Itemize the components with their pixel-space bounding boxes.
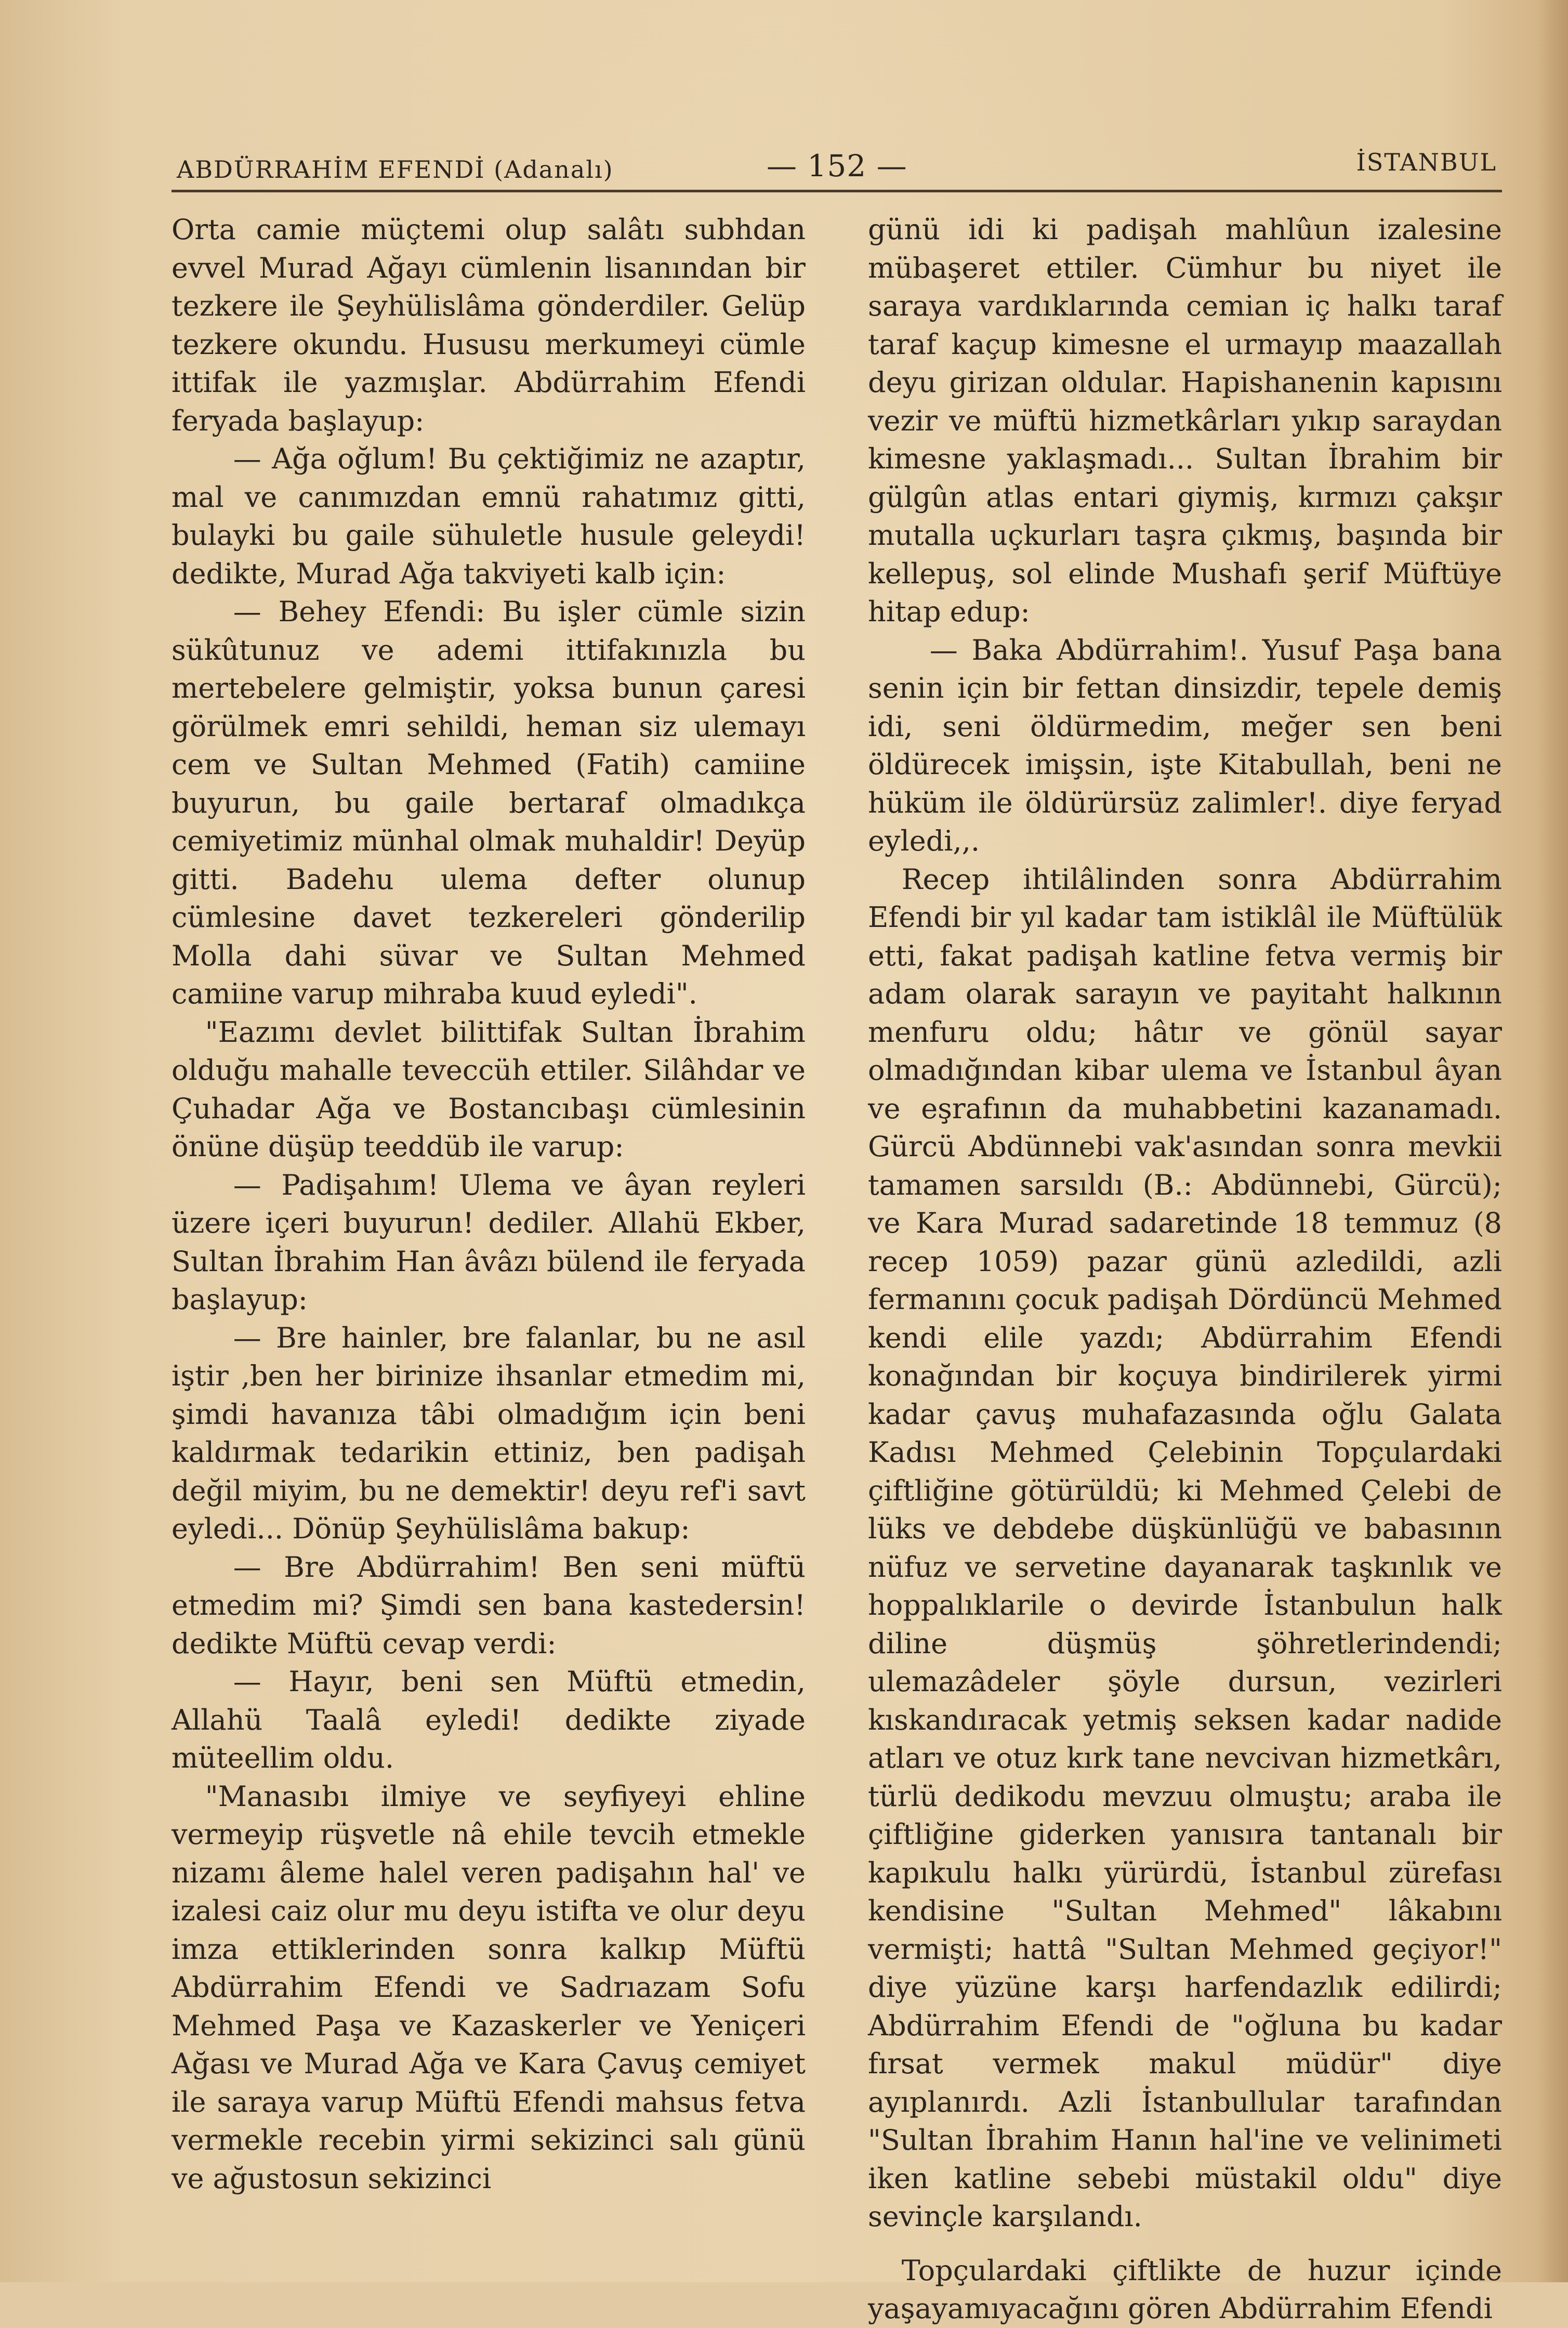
paragraph: — Padişahım! Ulema ve âyan reyleri üzere içeri buyurun! dediler. Allahü Ekber, Sultan İbrahim Han âvâzı bülend ile feryada başlayup: xyxy=(172,1168,806,1316)
paragraph: — Ağa oğlum! Bu çektiğimiz ne azaptır, mal ve canımızdan emnü rahatımız gitti, bulayki bu gaile sühuletle husule geleydi! dedikte, Murad Ağa takviyeti kalb için: xyxy=(172,442,806,590)
paragraph: günü idi ki padişah mahlûun izalesine mübaşeret ettiler. Cümhur bu niyet ile saraya vardıklarında cemian iç halkı taraf taraf kaçup kimesne el urmayıp maazallah deyu girizan oldular. Hapishanenin kapısını vezir ve müftü hizmetkârları yıkıp saraydan kimesne yaklaşmadı... Sultan İbrahim bir gülgûn atlas entari giymiş, kırmızı çakşır mutalla uçkurları taşra çıkmış, başında bir kellepuş, sol elinde Mushafı şerif Müftüye hitap edup: xyxy=(868,213,1502,628)
paragraph: "Manasıbı ilmiye ve seyfiyeyi ehline vermeyip rüşvetle nâ ehile tevcih etmekle nizamı âleme halel veren padişahın hal' ve izalesi caiz olur mu deyu istifta ve olur deyu imza ettiklerinden sonra kalkıp Müftü Abdürrahim Efendi ve Sadrıazam Sofu Mehmed Paşa ve Kazaskerler ve Yeniçeri Ağası ve Murad Ağa ve Kara Çavuş cemiyet ile saraya varup Müftü Efendi mahsus fetva vermekle recebin yirmi sekizinci salı günü ve ağustosun sekizinci xyxy=(172,1780,806,2195)
paragraph: — Behey Efendi: Bu işler cümle sizin sükûtunuz ve ademi ittifakınızla bu mertebelere gelmiştir, yoksa bunun çaresi görülmek emri sehildi, heman siz ulemayı cem ve Sultan Mehmed (Fatih) camiine buyurun, bu gaile bertaraf olmadıkça cemiyetimiz münhal olmak muhaldir! Deyüp gitti. Badehu ulema defter olunup cümlesine davet tezkereleri gönderilip Molla dahi süvar ve Sultan Mehmed camiine varup mihraba kuud eyledi". xyxy=(172,595,806,1010)
paragraph: — Bre Abdürrahim! Ben seni müftü etmedim mi? Şimdi sen bana kastedersin! dedikte Müftü cevap verdi: xyxy=(172,1550,806,1660)
header-author: ABDÜRRAHİM EFENDİ (Adanalı) xyxy=(177,155,614,184)
left-column xyxy=(172,211,806,2198)
right-column xyxy=(868,211,1502,2328)
running-header xyxy=(177,148,1497,190)
paragraph: Recep ihtilâlinden sonra Abdürrahim Efendi bir yıl kadar tam istiklâl ile Müftülük etti, fakat padişah katline fetva vermiş bir adam olarak sarayın ve payitaht halkının menfuru oldu; hâtır ve gönül sayar olmadığından kibar ulema ve İstanbul âyan ve eşrafının da muhabbetini kazanamadı. Gürcü Abdünnebi vak'asından sonra mevkii tamamen sarsıldı (B.: Abdünnebi, Gürcü); ve Kara Murad sadaretinde 18 temmuz (8 recep 1059) pazar günü azledildi, azli fermanını çocuk padişah Dördüncü Mehmed kendi elile yazdı; Abdürrahim Efendi konağından bir koçuya bindirilerek yirmi kadar çavuş muhafazasında oğlu Galata Kadısı Mehmed Çelebinin Topçulardaki çiftliğine götürüldü; ki Mehmed Çelebi de lüks ve debdebe düşkünlüğü ve babasının nüfuz ve servetine dayanarak taşkınlık ve hoppalıklarile o devirde İstanbulun halk diline düşmüş şöhretlerindendi; ulemazâdeler şöyle dursun, vezirleri kıskandıracak yetmiş seksen kadar nadide atları ve otuz kırk tane nevcivan hizmetkârı, türlü dedikodu mevzuu olmuştu; araba ile çiftliğine giderken yanısıra tantanalı bir kapıkulu halkı yürürdü, İstanbul zürefası kendisine "Sultan Mehmed" lâkabını vermişti; hattâ "Sultan Mehmed geçiyor!" diye yüzüne karşı harfendazlık edilirdi; Abdürrahim Efendi de "oğluna bu kadar fırsat vermek makul müdür" diye ayıplanırdı. Azli İstanbullular tarafından "Sultan İbrahim Hanın hal'ine ve velinimeti iken katline sebebi müstakil oldu" diye sevinçle karşılandı. xyxy=(868,862,1502,2233)
paragraph: Topçulardaki çiftlikte de huzur içinde yaşayamıyacağını gören Abdürrahim Efendi xyxy=(868,2254,1502,2325)
paragraph: "Eazımı devlet bilittifak Sultan İbrahim olduğu mahalle teveccüh ettiler. Silâhdar ve Çuhadar Ağa ve Bostancıbaşı cümlesinin önüne düşüp teeddüb ile varup: xyxy=(172,1015,806,1163)
paragraph: Orta camie müçtemi olup salâtı subhdan evvel Murad Ağayı cümlenin lisanından bir tezkere ile Şeyhülislâma gönderdiler. Gelüp tezkere okundu. Hususu merkumeyi cümle ittifak ile yazmışlar. Abdürrahim Efendi feryada başlayup: xyxy=(172,213,806,437)
header-section: İSTANBUL xyxy=(1356,148,1497,176)
paragraph: — Baka Abdürrahim!. Yusuf Paşa bana senin için bir fettan dinsizdir, tepele demiş idi, seni öldürmedim, meğer sen beni öldürecek imişsin, işte Kitabullah, beni ne hüküm ile öldürürsüz zalimler!. diye feryad eyledi,,. xyxy=(868,633,1502,857)
header-rule xyxy=(172,190,1502,192)
paragraph: — Hayır, beni sen Müftü etmedin, Allahü Taalâ eyledi! dedikte ziyade müteellim oldu. xyxy=(172,1665,806,1774)
paragraph: — Bre hainler, bre falanlar, bu ne asıl iştir ,ben her birinize ihsanlar etmedim mi, şimdi havanıza tâbi olmadığım için beni kaldırmak tedarikin ettiniz, ben padişah değil miyim, bu ne demektir! deyu ref'i savt eyledi... Dönüp Şeyhülislâma bakup: xyxy=(172,1321,806,1545)
page-number: — 152 — xyxy=(767,148,907,184)
